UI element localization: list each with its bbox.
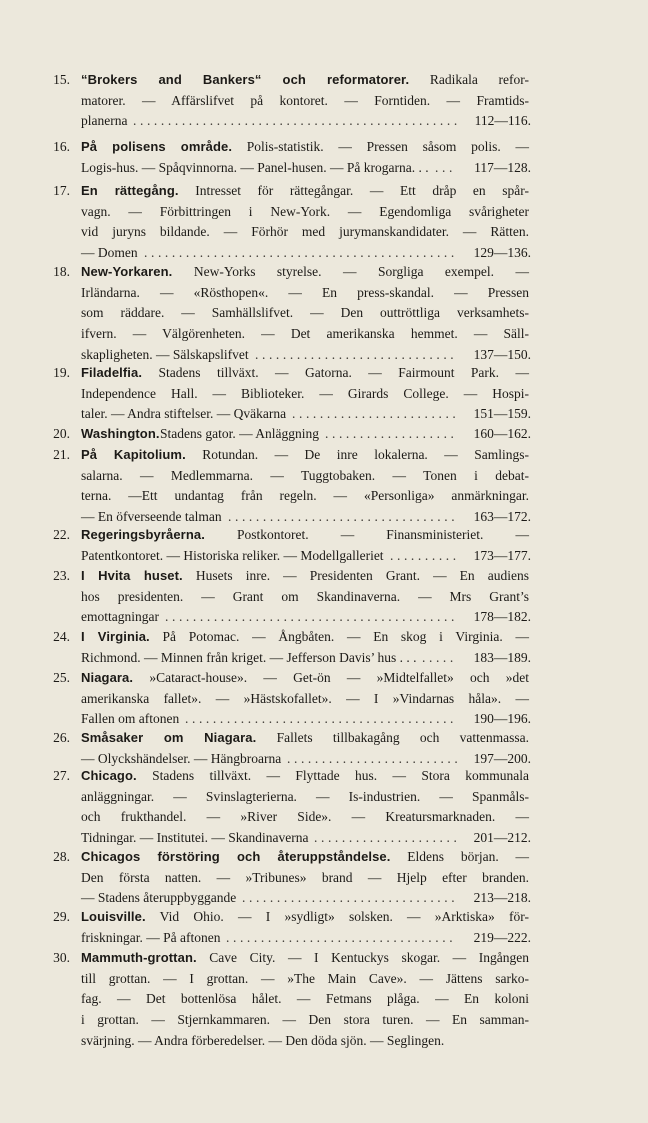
entry-number: 24. (53, 629, 70, 644)
leader-dots: ................................. (228, 509, 459, 525)
page-range: 213—218. (473, 890, 531, 906)
entry-line (81, 283, 529, 302)
page-range: 201—212. (473, 830, 531, 846)
entry-subject: Patentkontoret. — Historiska reliker. — Modellgalleriet (81, 547, 384, 563)
entry-subject: Independence Hall. — Biblioteker. — Girards College. — Hospi- (81, 385, 529, 401)
entry-title: New-Yorkaren. (81, 264, 173, 279)
entry-subject: Stadens tillväxt. — Flyttade hus. — Stora kommunala (136, 768, 529, 783)
entry-subject: Postkontoret. — Finansministeriet. — (204, 527, 529, 542)
entry-line (81, 868, 529, 887)
entry-title: Washington. (81, 426, 160, 441)
entry-title: Filadelfia. (81, 365, 143, 380)
entry-line (81, 222, 529, 241)
leader-dots: ............................................... (133, 113, 461, 129)
entry-line (81, 384, 529, 403)
entry-subject: New-Yorks styrelse. — Sorgliga exempel. — (172, 264, 529, 279)
entry-line (81, 907, 529, 926)
entry-line (81, 466, 529, 485)
entry-number: 15. (53, 72, 70, 87)
entry-number: 17. (53, 183, 70, 198)
entry-line (81, 888, 529, 907)
leader-dots: ..................... (314, 830, 461, 846)
entry-subject: taler. — Andra stiftelser. — Qväkarna (81, 406, 287, 422)
entry-line (81, 525, 529, 544)
entry-subject: svärjning. — Andra förberedelser. — Den döda sjön. — Seglingen. (81, 1032, 445, 1048)
entry-subject: Den första natten. — »Tribunes» brand — Hjelp efter branden. (81, 869, 529, 885)
entry-title: Louisville. (81, 909, 146, 924)
entry-subject: vid juryns bildande. — Förhör med jurymanskandidater. — Rätten. (81, 224, 529, 240)
entry-number: 30. (53, 950, 70, 965)
entry-subject: — Stadens återuppbyggande (81, 890, 237, 906)
page-range: 112—116. (474, 113, 531, 129)
page-range: 151—159. (473, 406, 531, 422)
entry-line (81, 566, 529, 585)
entry-title: Chicagos förstöring och återuppståndelse. (81, 849, 391, 864)
entry-subject: amerikanska fallet». — »Hästskofallet». — I »Vindarnas håla». — (81, 690, 529, 706)
entry-number: 26. (53, 730, 70, 745)
page-range: 137—150. (473, 346, 531, 362)
leader-dots: ............................. (255, 346, 458, 362)
leader-dots: ....................................... (185, 711, 458, 727)
entry-subject: emottagningar (81, 609, 159, 625)
entry-line (81, 91, 529, 110)
page-range: 129—136. (473, 245, 531, 261)
page-range: 190—196. (473, 711, 531, 727)
entry-line (81, 766, 529, 785)
entry-subject: fag. — Det bottenlösa hålet. — Fetmans plåga. — En koloni (81, 991, 529, 1007)
entry-number: 19. (53, 365, 70, 380)
entry-subject: anläggningar. — Svinslagterierna. — Is-industrien. — Spanmåls- (81, 788, 529, 804)
page-range: 197—200. (473, 750, 531, 766)
entry-subject: och frukthandel. — »River Side». — Kreatursmarknaden. — (81, 809, 529, 825)
entry-line (81, 363, 529, 382)
entry-number: 25. (53, 670, 70, 685)
entry-subject: skapligheten. — Sälskapslifvet (81, 346, 249, 362)
entry-subject: hos presidenten. — Grant om Skandinaverna. — Mrs Grant’s (81, 588, 529, 604)
entry-subject: Stadens tillväxt. — Gatorna. — Fairmount Park. — (142, 365, 529, 380)
entry-line (81, 1010, 529, 1029)
entry-line (81, 787, 529, 806)
entry-subject: Vid Ohio. — I »sydligt» solsken. — »Arktiska» för- (145, 909, 529, 924)
entry-title: I Virginia. (81, 629, 150, 644)
entry-line (81, 324, 529, 343)
entry-title: I Hvita huset. (81, 568, 183, 583)
entry-subject: På Potomac. — Ångbåten. — En skog i Virginia. — (149, 629, 529, 644)
entry-line (81, 158, 529, 177)
entry-subject: — Olyckshändelser. — Hängbroarna (81, 750, 282, 766)
entry-number: 20. (53, 426, 70, 441)
entry-line (81, 668, 529, 687)
entry-line (81, 989, 529, 1008)
entry-line (81, 627, 529, 646)
leader-dots: .......................................... (165, 609, 458, 625)
leader-dots: ..... (422, 649, 457, 665)
entry-line (81, 507, 529, 526)
entry-title: Niagara. (81, 670, 134, 685)
entry-subject: Irländarna. — «Rösthopen«. — En press-skandal. — Pressen (81, 284, 529, 300)
entry-subject: friskningar. — På aftonen (81, 929, 221, 945)
entry-line (81, 728, 529, 747)
entry-title: På Kapitolium. (81, 447, 186, 462)
leader-dots: .......... (390, 547, 460, 563)
entry-number: 22. (53, 527, 70, 542)
entry-line (81, 202, 529, 221)
entry-line (81, 928, 529, 947)
entry-number: 27. (53, 768, 70, 783)
entry-subject: vagn. — Förbittringen i New-York. — Egendomliga svårigheter (81, 203, 529, 219)
entry-title: “Brokers and Bankers“ och reformatorer. (81, 72, 410, 87)
entry-line (81, 607, 529, 626)
leader-dots: ................... (325, 426, 458, 441)
entry-number: 29. (53, 909, 70, 924)
entry-subject: Stadens gator. — Anläggning (160, 426, 319, 441)
leader-dots: ................................. (226, 929, 457, 945)
page-range: 173—177. (473, 547, 531, 563)
entry-line (81, 111, 529, 130)
leader-dots: ........................ (292, 406, 460, 422)
entry-subject: — Domen (81, 245, 138, 261)
entry-subject: — En öfverseende talman (81, 509, 222, 525)
entry-line (81, 303, 529, 322)
page-range: 178—182. (473, 609, 531, 625)
entry-subject: Tidningar. — Institutei. — Skandinaverna (81, 830, 309, 846)
entry-line (81, 486, 529, 505)
entry-subject: Fallets tillbakagång och vattenmassa. (256, 730, 530, 745)
entry-line (81, 137, 529, 156)
entry-line (81, 424, 529, 443)
leader-dots: ... (435, 159, 456, 175)
leader-dots: ......................... (287, 750, 462, 766)
entry-line (81, 969, 529, 988)
entry-title: Regeringsbyråerna. (81, 527, 205, 542)
entry-subject: till grottan. — I grottan. — »The Main Cave». — Jättens sarko- (81, 970, 529, 986)
entry-subject: terna. —Ett undantag från regeln. — «Personliga» anmärkningar. (81, 488, 529, 504)
entry-line (81, 807, 529, 826)
entry-line (81, 749, 529, 768)
entry-subject: planerna (81, 113, 128, 129)
entry-number: 18. (53, 264, 70, 279)
entry-number: 21. (53, 447, 70, 462)
entry-number: 16. (53, 139, 70, 154)
page-range: 183—189. (473, 649, 531, 665)
entry-subject: Rotundan. — De inre lokalerna. — Samlings- (185, 447, 529, 462)
entry-subject: Husets inre. — Presidenten Grant. — En audiens (182, 568, 529, 583)
entry-line (81, 345, 529, 364)
entry-line (81, 243, 529, 262)
entry-title: En rättegång. (81, 183, 179, 198)
entry-subject: Polis-statistik. — Pressen såsom polis. — (232, 139, 529, 154)
entry-subject: ifvern. — Välgörenheten. — Det amerikanska hemmet. — Säll- (81, 326, 529, 342)
entry-line (81, 847, 529, 866)
entry-subject: som räddare. — Samhällslifvet. — Den outtröttliga verksamhets- (81, 305, 529, 321)
entry-line (81, 709, 529, 728)
entry-number: 28. (53, 849, 70, 864)
entry-line (81, 689, 529, 708)
entry-subject: Eldens början. — (390, 849, 529, 864)
entry-subject: Radikala refor- (409, 72, 529, 87)
entry-subject: Richmond. — Minnen från kriget. — Jefferson Davis’ hus . . . (81, 649, 417, 665)
entry-line (81, 546, 529, 565)
entry-subject: i grottan. — Stjernkammaren. — Den stora turen. — En samman- (81, 1012, 529, 1028)
page-range: 163—172. (473, 509, 531, 525)
entry-title: Chicago. (81, 768, 137, 783)
entry-line (81, 1031, 529, 1050)
entry-line (81, 262, 529, 281)
page-range: 160—162. (473, 426, 531, 441)
entry-line (81, 181, 529, 200)
entry-number: 23. (53, 568, 70, 583)
leader-dots: ............................... (242, 890, 459, 906)
entry-line (81, 948, 529, 967)
entry-line (81, 587, 529, 606)
entry-subject: salarna. — Medlemmarna. — Tuggtobaken. — Tonen i debat- (81, 467, 529, 483)
entry-line (81, 70, 529, 89)
page-range: 117—128. (474, 159, 531, 175)
entry-subject: »Cataract-house». — Get-ön — »Midtelfallet» och »det (133, 670, 529, 685)
entry-line (81, 828, 529, 847)
leader-dots: ............................................. (144, 245, 458, 261)
entry-line (81, 404, 529, 423)
entry-subject: Logis-hus. — Spåqvinnorna. — Panel-husen. — På krogarna. . . (81, 159, 429, 175)
entry-line (81, 648, 529, 667)
entry-title: Mammuth-grottan. (81, 950, 197, 965)
entry-subject: Cave City. — I Kentuckys skogar. — Ingången (196, 950, 529, 965)
entry-line (81, 445, 529, 464)
entry-title: På polisens område. (81, 139, 233, 154)
entry-subject: matorer. — Affärslifvet på kontoret. — Forntiden. — Framtids- (81, 92, 529, 108)
entry-subject: Fallen om aftonen (81, 711, 180, 727)
entry-subject: Intresset för rättegångar. — Ett dråp en spår- (178, 183, 529, 198)
entry-title: Småsaker om Niagara. (81, 730, 257, 745)
page-range: 219—222. (473, 929, 531, 945)
